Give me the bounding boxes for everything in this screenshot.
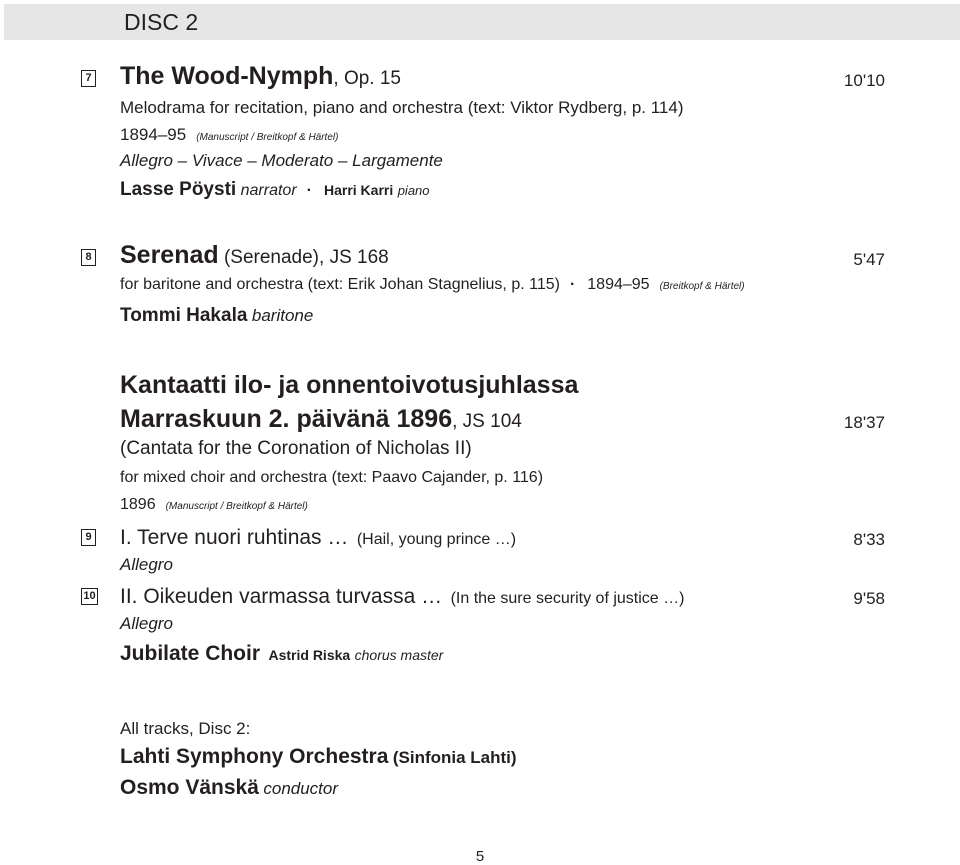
track10-translation: (In the sure security of justice …) (450, 590, 685, 607)
cantata-duration: 18'37 (843, 413, 885, 432)
conductor-role: conductor (263, 779, 339, 798)
track8-title: Serenad (120, 241, 219, 269)
track10-title: II. Oikeuden varmassa turvassa … (120, 585, 443, 608)
track-number-10: 10 (81, 588, 98, 605)
track8-performer-role: baritone (251, 306, 314, 325)
track9-title: I. Terve nuori ruhtinas … (120, 526, 349, 549)
cantata-year: 1896 (120, 496, 156, 513)
orchestra-line (120, 745, 517, 769)
cantata-description: for mixed choir and orchestra (text: Paavo Cajander, p. 116) (120, 469, 544, 486)
cantata-title-1: Kantaatti ilo- ja onnentoivotusjuhlassa (120, 371, 579, 399)
separator-dot: · (306, 182, 312, 199)
track8-performer (120, 305, 313, 327)
credits-intro: All tracks, Disc 2: (120, 719, 251, 738)
track7-tempo: Allegro – Vivace – Moderato – Largamente (120, 151, 443, 170)
track8-duration: 5'47 (853, 250, 885, 269)
track7-opus: , Op. 15 (333, 68, 402, 89)
track10-title-line (120, 585, 684, 609)
track-number-9: 9 (81, 529, 96, 546)
track7-performer2-role: piano (397, 183, 430, 198)
chorus-master-name: Astrid Riska (268, 647, 351, 663)
track9-translation: (Hail, young prince …) (356, 531, 517, 548)
track7-performer1-name: Lasse Pöysti (120, 179, 237, 200)
track8-description: for baritone and orchestra (text: Erik Johan Stagnelius, p. 115) (120, 276, 560, 293)
track9-duration: 8'33 (853, 530, 885, 549)
choir-name: Jubilate Choir (120, 642, 261, 665)
track9-tempo: Allegro (120, 555, 173, 574)
track8-source: (Breitkopf & Härtel) (659, 281, 745, 292)
track7-years-line (120, 125, 338, 145)
track7-performers (120, 179, 430, 201)
cantata-english-title: (Cantata for the Coronation of Nicholas II) (120, 438, 472, 459)
conductor-name: Osmo Vänskä (120, 776, 259, 799)
separator-dot: · (569, 276, 576, 293)
orchestra-name: Lahti Symphony Orchestra (120, 745, 389, 768)
disc-header-band (4, 4, 960, 40)
track9-title-line (120, 526, 516, 550)
track7-source: (Manuscript / Breitkopf & Härtel) (196, 132, 339, 143)
track7-title: The Wood-Nymph (120, 62, 334, 90)
track7-title-line (120, 62, 401, 91)
track8-description-line (120, 276, 745, 294)
track10-duration: 9'58 (853, 589, 885, 608)
disc-title: DISC 2 (124, 9, 199, 35)
track8-years: 1894–95 (587, 276, 650, 293)
cantata-catalogue: , JS 104 (452, 411, 522, 432)
cantata-title-2: Marraskuun 2. päivänä 1896 (120, 405, 453, 433)
track7-performer2-name: Harri Karri (323, 182, 394, 198)
track8-subtitle: (Serenade), JS 168 (218, 247, 389, 268)
choir-line (120, 642, 443, 666)
orchestra-alt-name: (Sinfonia Lahti) (392, 748, 517, 767)
track8-title-line (120, 241, 389, 270)
cantata-source: (Manuscript / Breitkopf & Härtel) (165, 501, 308, 512)
track8-performer-name: Tommi Hakala (120, 305, 248, 326)
track7-description: Melodrama for recitation, piano and orchestra (text: Viktor Rydberg, p. 114) (120, 98, 684, 117)
track7-performer1-role: narrator (240, 182, 297, 199)
track7-years: 1894–95 (120, 125, 187, 144)
track10-tempo: Allegro (120, 614, 173, 633)
cantata-year-line (120, 496, 308, 514)
cantata-title-line1 (120, 371, 578, 400)
page-number: 5 (475, 848, 485, 865)
track-number-7: 7 (81, 70, 96, 87)
conductor-line (120, 776, 338, 800)
chorus-master-role: chorus master (354, 647, 444, 663)
track7-duration: 10'10 (843, 71, 885, 90)
track-number-8: 8 (81, 249, 96, 266)
cantata-title-line2 (120, 405, 522, 434)
